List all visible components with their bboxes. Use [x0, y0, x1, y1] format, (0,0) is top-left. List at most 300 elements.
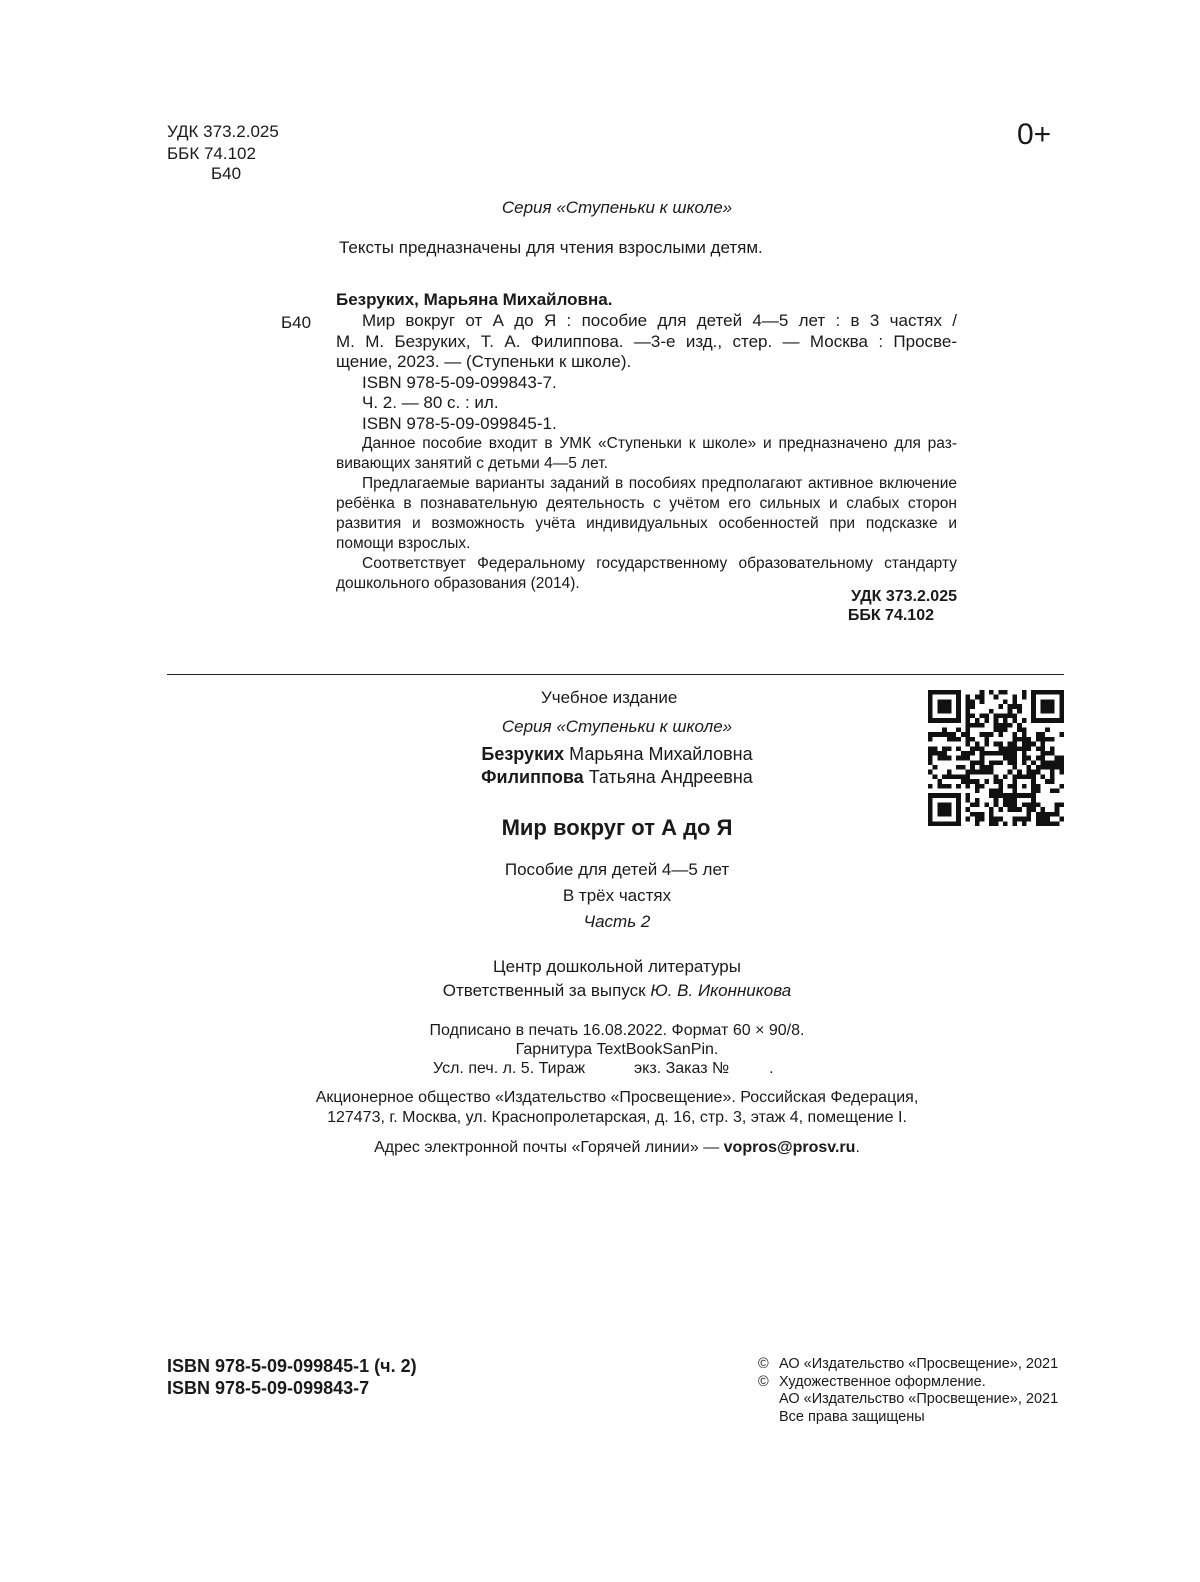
qr-module — [1022, 718, 1027, 723]
qr-module — [1026, 746, 1031, 751]
bib-line: Данное пособие входит в УМК «Ступеньки к школе» и предназначено для раз- — [362, 435, 957, 452]
qr-module — [975, 695, 980, 700]
qr-module — [984, 779, 989, 784]
qr-module — [1041, 746, 1046, 751]
qr-module — [1022, 803, 1027, 808]
qr-module — [989, 732, 994, 737]
qr-module — [998, 723, 1003, 728]
qr-module — [1031, 760, 1036, 765]
qr-module — [956, 793, 961, 798]
qr-module — [942, 699, 947, 704]
bib-line: дошкольного образования (2014). — [336, 575, 580, 592]
qr-module — [928, 695, 933, 700]
qr-module — [1012, 821, 1017, 826]
qr-module — [1055, 760, 1060, 765]
qr-module — [1017, 770, 1022, 775]
qr-code-icon — [928, 690, 1064, 826]
qr-module — [1059, 784, 1064, 789]
qr-module — [1003, 690, 1008, 695]
age-rating: 0+ — [1017, 118, 1052, 151]
qr-module — [994, 817, 999, 822]
qr-module — [956, 690, 961, 695]
qr-module — [1036, 784, 1041, 789]
qr-module — [1003, 723, 1008, 728]
qr-module — [947, 737, 952, 742]
qr-module — [989, 765, 994, 770]
qr-module — [937, 709, 942, 714]
qr-module — [1003, 713, 1008, 718]
qr-module — [1036, 718, 1041, 723]
qr-module — [942, 793, 947, 798]
qr-module — [980, 760, 985, 765]
qr-module — [975, 798, 980, 803]
qr-module — [951, 732, 956, 737]
qr-module — [1008, 746, 1013, 751]
qr-module — [1008, 798, 1013, 803]
qr-module — [970, 751, 975, 756]
qr-module — [1008, 807, 1013, 812]
qr-module — [966, 798, 971, 803]
qr-module — [947, 807, 952, 812]
qr-module — [1012, 713, 1017, 718]
qr-module — [942, 756, 947, 761]
qr-module — [1036, 690, 1041, 695]
bib-line: Ч. 2. — 80 с. : ил. — [362, 393, 499, 412]
qr-module — [951, 690, 956, 695]
qr-module — [966, 695, 971, 700]
qr-module — [1026, 737, 1031, 742]
qr-module — [1050, 690, 1055, 695]
qr-module — [1017, 709, 1022, 714]
copyright-symbol: © — [758, 1356, 769, 1372]
qr-module — [998, 751, 1003, 756]
qr-module — [989, 751, 994, 756]
qr-module — [1012, 699, 1017, 704]
qr-module — [1008, 704, 1013, 709]
qr-module — [1003, 774, 1008, 779]
qr-module — [980, 770, 985, 775]
qr-module — [994, 793, 999, 798]
qr-module — [966, 774, 971, 779]
qr-module — [1003, 728, 1008, 733]
qr-module — [1059, 732, 1064, 737]
qr-module — [928, 756, 933, 761]
qr-module — [928, 803, 933, 808]
qr-module — [966, 718, 971, 723]
qr-module — [1055, 807, 1060, 812]
qr-module — [1012, 756, 1017, 761]
edition-type: Учебное издание — [541, 688, 678, 707]
qr-module — [956, 803, 961, 808]
email-link[interactable]: vopros@prosv.ru — [723, 1139, 856, 1156]
qr-module — [998, 690, 1003, 695]
qr-module — [1022, 821, 1027, 826]
qr-module — [1036, 765, 1041, 770]
qr-module — [1059, 803, 1064, 808]
qr-module — [1012, 798, 1017, 803]
qr-module — [933, 774, 938, 779]
book-title: Мир вокруг от А до Я — [501, 815, 733, 840]
qr-module — [998, 732, 1003, 737]
qr-module — [1012, 732, 1017, 737]
qr-module — [1031, 713, 1036, 718]
qr-module — [961, 751, 966, 756]
qr-module — [984, 765, 989, 770]
qr-module — [956, 812, 961, 817]
author-surname: Безруких — [481, 744, 565, 764]
qr-module — [970, 704, 975, 709]
qr-module — [956, 737, 961, 742]
qr-module — [933, 821, 938, 826]
qr-module — [998, 784, 1003, 789]
qr-module — [994, 728, 999, 733]
qr-module — [975, 784, 980, 789]
qr-module — [1003, 803, 1008, 808]
author-given-name: Марьяна Михайловна — [564, 744, 753, 764]
bib-line: ISBN 978-5-09-099843-7. — [362, 372, 557, 392]
qr-module — [989, 793, 994, 798]
qr-module — [1031, 690, 1036, 695]
bib-line: вивающих занятий с детьми 4—5 лет. — [336, 455, 608, 472]
qr-module — [1003, 798, 1008, 803]
bib-line: Соответствует Федеральному государственному образовательному стандарту — [362, 555, 957, 572]
qr-module — [942, 704, 947, 709]
qr-module — [1045, 817, 1050, 822]
qr-module — [989, 690, 994, 695]
qr-module — [989, 770, 994, 775]
bib-description — [336, 311, 957, 594]
copyright-line: АО «Издательство «Просвещение», 2021 — [779, 1391, 1059, 1407]
qr-module — [956, 821, 961, 826]
book-subtitle: Пособие для детей 4—5 лет — [504, 860, 730, 879]
qr-module — [1041, 718, 1046, 723]
qr-module — [1059, 699, 1064, 704]
qr-module — [1008, 784, 1013, 789]
qr-module — [1022, 728, 1027, 733]
qr-module — [1017, 807, 1022, 812]
qr-module — [1055, 718, 1060, 723]
responsible-label: Ответственный за выпуск — [442, 981, 651, 1000]
qr-module — [970, 713, 975, 718]
qr-module — [1012, 779, 1017, 784]
qr-module — [1045, 699, 1050, 704]
qr-module — [966, 793, 971, 798]
bib-line: Мир вокруг от А до Я : пособие для детей 4—5 лет : в 3 частях / — [362, 311, 957, 330]
qr-module — [1026, 817, 1031, 822]
qr-module — [928, 817, 933, 822]
qr-module — [1059, 765, 1064, 770]
book-parts: В трёх частях — [562, 886, 672, 905]
qr-module — [937, 690, 942, 695]
intended-note: Тексты предназначены для чтения взрослыми детям. — [339, 238, 763, 257]
qr-module — [1031, 718, 1036, 723]
qr-module — [1017, 746, 1022, 751]
qr-module — [1050, 770, 1055, 775]
qr-module — [928, 812, 933, 817]
qr-module — [1041, 737, 1046, 742]
qr-module — [942, 728, 947, 733]
qr-module — [998, 793, 1003, 798]
qr-module — [1036, 732, 1041, 737]
qr-module — [1055, 803, 1060, 808]
qr-module — [966, 784, 971, 789]
qr-module — [998, 742, 1003, 747]
qr-module — [994, 742, 999, 747]
bib-code: Б40 — [281, 313, 312, 332]
responsible-name: Ю. В. Иконникова — [650, 981, 792, 1000]
qr-module — [947, 746, 952, 751]
qr-module — [956, 817, 961, 822]
qr-module — [1012, 737, 1017, 742]
qr-module — [1036, 737, 1041, 742]
book-part: Часть 2 — [583, 912, 651, 931]
qr-module — [1036, 821, 1041, 826]
qr-module — [956, 699, 961, 704]
qr-module — [966, 732, 971, 737]
qr-module — [966, 713, 971, 718]
bib-line: ISBN 978-5-09-099845-1. — [362, 413, 557, 433]
qr-module — [1059, 704, 1064, 709]
qr-module — [1012, 774, 1017, 779]
qr-module — [984, 803, 989, 808]
qr-module — [1050, 704, 1055, 709]
qr-module — [1022, 817, 1027, 822]
qr-module — [942, 807, 947, 812]
qr-module — [1041, 807, 1046, 812]
qr-module — [1008, 709, 1013, 714]
qr-module — [1041, 756, 1046, 761]
qr-module — [1050, 774, 1055, 779]
rights-reserved: Все права защищены — [779, 1408, 925, 1425]
qr-module — [933, 690, 938, 695]
signed-to-print: Подписано в печать 16.08.2022. Формат 60 × 90/8. — [429, 1022, 805, 1039]
qr-module — [928, 821, 933, 826]
qr-module — [933, 793, 938, 798]
qr-module — [1022, 742, 1027, 747]
qr-module — [947, 812, 952, 817]
isbn-part: ISBN 978-5-09-099845-1 (ч. 2) — [167, 1356, 417, 1376]
qr-module — [1012, 803, 1017, 808]
qr-module — [928, 760, 933, 765]
qr-module — [937, 704, 942, 709]
qr-module — [942, 709, 947, 714]
qr-module — [1012, 704, 1017, 709]
qr-module — [998, 704, 1003, 709]
qr-module — [989, 807, 994, 812]
qr-module — [980, 812, 985, 817]
qr-module — [1036, 817, 1041, 822]
qr-module — [975, 803, 980, 808]
qr-module — [933, 746, 938, 751]
qr-module — [956, 765, 961, 770]
qr-module — [1045, 709, 1050, 714]
qr-module — [1036, 756, 1041, 761]
qr-module — [933, 718, 938, 723]
qr-module — [966, 704, 971, 709]
qr-module — [970, 699, 975, 704]
qr-module — [1055, 690, 1060, 695]
qr-module — [947, 774, 952, 779]
qr-module — [937, 784, 942, 789]
qr-module — [1012, 788, 1017, 793]
qr-module — [980, 690, 985, 695]
qr-module — [1045, 718, 1050, 723]
qr-module — [966, 817, 971, 822]
qr-module — [1050, 718, 1055, 723]
qr-module — [937, 803, 942, 808]
qr-module — [1026, 774, 1031, 779]
qr-module — [956, 756, 961, 761]
qr-module — [1012, 784, 1017, 789]
series-title: Серия «Ступеньки к школе» — [501, 198, 733, 217]
qr-module — [1045, 821, 1050, 826]
qr-module — [928, 718, 933, 723]
copyright-block — [758, 1356, 1058, 1426]
qr-module — [928, 746, 933, 751]
qr-module — [1050, 760, 1055, 765]
copyright-line: АО «Издательство «Просвещение», 2021 — [779, 1356, 1059, 1372]
qr-module — [970, 779, 975, 784]
bbk-code: ББК 74.102 — [167, 144, 256, 163]
qr-module — [989, 812, 994, 817]
qr-module — [937, 751, 942, 756]
qr-module — [1017, 774, 1022, 779]
qr-module — [928, 713, 933, 718]
qr-module — [1026, 812, 1031, 817]
qr-module — [1031, 803, 1036, 808]
qr-module — [984, 737, 989, 742]
qr-module — [984, 732, 989, 737]
qr-module — [980, 699, 985, 704]
qr-module — [951, 718, 956, 723]
isbn-set: ISBN 978-5-09-099843-7 — [167, 1378, 370, 1398]
qr-module — [1041, 690, 1046, 695]
qr-module — [956, 704, 961, 709]
qr-module — [937, 821, 942, 826]
qr-module — [1059, 695, 1064, 700]
qr-module — [1017, 723, 1022, 728]
qr-module — [1008, 713, 1013, 718]
qr-module — [975, 812, 980, 817]
qr-module — [1055, 765, 1060, 770]
qr-module — [947, 718, 952, 723]
qr-module — [1012, 807, 1017, 812]
qr-module — [947, 732, 952, 737]
qr-module — [1045, 812, 1050, 817]
qr-module — [975, 788, 980, 793]
qr-module — [1026, 742, 1031, 747]
qr-module — [1008, 793, 1013, 798]
qr-module — [1045, 728, 1050, 733]
qr-module — [942, 746, 947, 751]
qr-module — [1041, 774, 1046, 779]
qr-module — [928, 732, 933, 737]
qr-module — [1008, 723, 1013, 728]
qr-module — [1026, 756, 1031, 761]
bib-udk: УДК 373.2.025 — [851, 588, 957, 605]
qr-module — [1031, 807, 1036, 812]
qr-module — [989, 817, 994, 822]
qr-module — [970, 746, 975, 751]
qr-module — [994, 821, 999, 826]
qr-module — [942, 690, 947, 695]
qr-module — [970, 760, 975, 765]
qr-module — [1045, 737, 1050, 742]
qr-module — [942, 732, 947, 737]
qr-module — [1036, 812, 1041, 817]
qr-module — [961, 732, 966, 737]
qr-module — [1022, 784, 1027, 789]
qr-module — [980, 713, 985, 718]
qr-module — [937, 779, 942, 784]
qr-module — [928, 699, 933, 704]
qr-module — [1041, 821, 1046, 826]
qr-module — [1031, 788, 1036, 793]
hotline-email-line — [0, 1139, 1200, 1157]
qr-module — [998, 728, 1003, 733]
qr-module — [1031, 779, 1036, 784]
author-sign-code: Б40 — [211, 164, 242, 183]
qr-module — [1045, 751, 1050, 756]
qr-module — [1055, 812, 1060, 817]
qr-module — [942, 774, 947, 779]
qr-module — [1041, 765, 1046, 770]
qr-module — [1031, 798, 1036, 803]
qr-module — [980, 751, 985, 756]
qr-module — [937, 732, 942, 737]
qr-module — [1012, 760, 1017, 765]
qr-module — [1055, 821, 1060, 826]
qr-module — [970, 812, 975, 817]
qr-module — [994, 779, 999, 784]
qr-module — [975, 779, 980, 784]
qr-module — [1031, 704, 1036, 709]
qr-module — [956, 718, 961, 723]
qr-module — [975, 718, 980, 723]
qr-module — [937, 756, 942, 761]
qr-module — [947, 784, 952, 789]
qr-module — [1031, 784, 1036, 789]
qr-module — [980, 746, 985, 751]
typeface-line: Гарнитура TextBookSanPin. — [515, 1041, 719, 1058]
qr-module — [947, 709, 952, 714]
qr-module — [1055, 788, 1060, 793]
qr-module — [980, 756, 985, 761]
qr-module — [1022, 756, 1027, 761]
qr-module — [994, 713, 999, 718]
qr-module — [994, 774, 999, 779]
copyright-symbol: © — [758, 1373, 769, 1390]
qr-module — [1041, 817, 1046, 822]
bib-line: Предлагаемые варианты заданий в пособиях предполагают активное включение — [362, 475, 957, 492]
qr-module — [980, 784, 985, 789]
qr-module — [966, 728, 971, 733]
qr-module — [951, 737, 956, 742]
qr-module — [1022, 793, 1027, 798]
qr-module — [998, 817, 1003, 822]
qr-module — [1050, 765, 1055, 770]
responsible-editor — [0, 981, 1200, 1001]
qr-module — [956, 695, 961, 700]
qr-module — [928, 737, 933, 742]
qr-module — [1012, 817, 1017, 822]
qr-module — [994, 760, 999, 765]
qr-module — [1050, 788, 1055, 793]
qr-module — [947, 699, 952, 704]
qr-module — [947, 821, 952, 826]
qr-module — [1031, 774, 1036, 779]
qr-module — [1031, 699, 1036, 704]
